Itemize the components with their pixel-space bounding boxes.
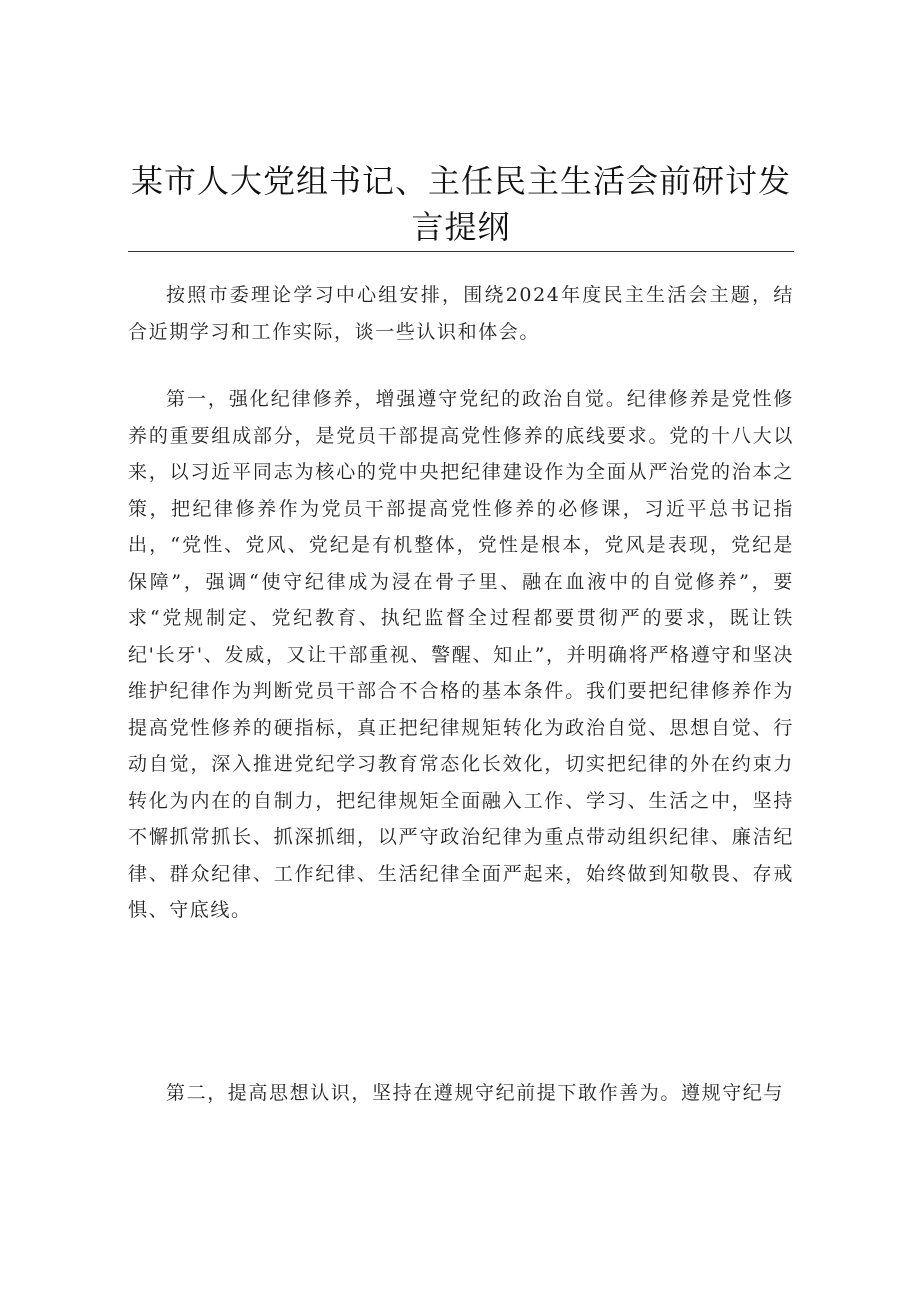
document-title: 某市人大党组书记、主任民主生活会前研讨发言提纲 <box>130 162 791 246</box>
paragraph-first: 第一，强化纪律修养，增强遵守党纪的政治自觉。纪律修养是党性修养的重要组成部分，是党员干部提高党性修养的底线要求。党的十八大以来，以习近平同志为核心的党中央把纪律建设作为全面从严治党的治本之策，把纪律修养作为党员干部提高党性修养的必修课，习近平总书记指出，“党性、党风、党纪是有机整体，党性是根本，党风是表现，党纪是保障”，强调“使守纪律成为浸在骨子里、融在血液中的自觉修养”，要求“党规制定、党纪教育、执纪监督全过程都要贯彻严的要求，既让铁纪'长牙'、发威，又让干部重视、警醒、知止”，并明确将严格遵守和坚决维护纪律作为判断党员干部合不合格的基本条件。我们要把纪律修养作为提高党性修养的硬指标，真正把纪律规矩转化为政治自觉、思想自觉、行动自觉，深入推进党纪学习教育常态化长效化，切实把纪律的外在约束力转化为内在的自制力，把纪律规矩全面融入工作、学习、生活之中，坚持不懈抓常抓长、抓深抓细，以严守政治纪律为重点带动组织纪律、廉洁纪律、群众纪律、工作纪律、生活纪律全面严起来，始终做到知敬畏、存戒惧、守底线。 <box>128 388 794 921</box>
paragraph-intro: 按照市委理论学习中心组安排，围绕2024年度民主生活会主题，结合近期学习和工作实际，谈一些认识和体会。 <box>128 284 794 343</box>
paragraph-second: 第二，提高思想认识，坚持在遵规守纪前提下敢作善为。遵规守纪与 <box>166 1082 785 1104</box>
title-divider <box>128 251 794 252</box>
